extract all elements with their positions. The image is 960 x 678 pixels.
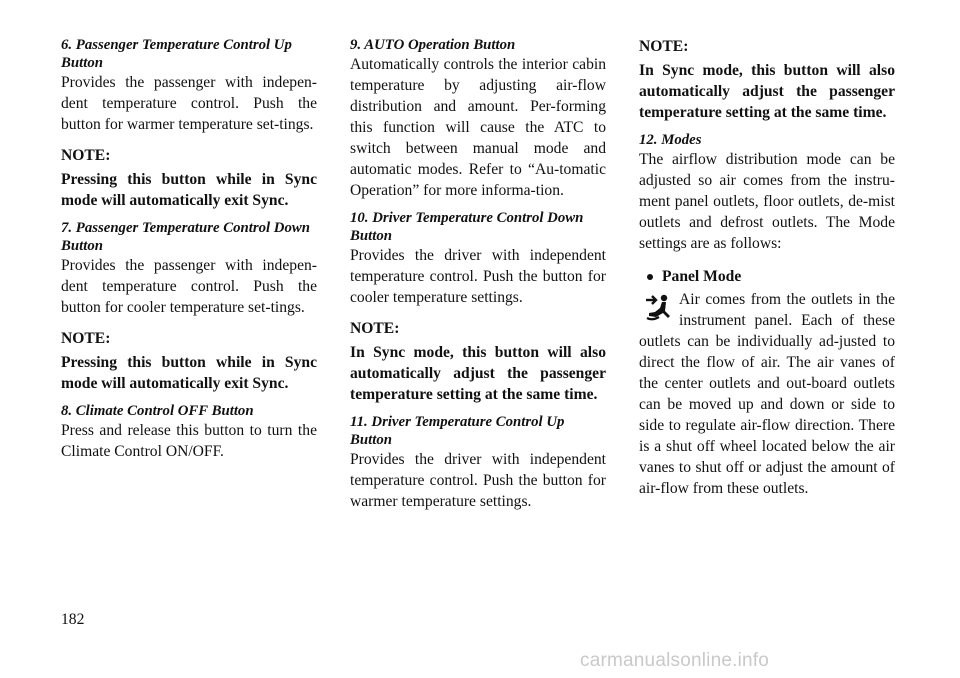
section-11-title: 11. Driver Temperature Control Up Button bbox=[350, 414, 565, 448]
column-middle bbox=[350, 36, 606, 512]
section-9-title: 9. AUTO Operation Button bbox=[350, 37, 516, 53]
note-text: In Sync mode, this button will also automatically adjust the passenger temperature setting at the same time. bbox=[639, 62, 895, 121]
note-label: NOTE: bbox=[61, 147, 111, 164]
section-11-body: Provides the driver with independent temperature control. Push the button for warmer temperature settings. bbox=[350, 451, 606, 510]
note-text: Pressing this button while in Sync mode will automatically exit Sync. bbox=[61, 354, 317, 392]
panel-mode-icon bbox=[643, 291, 673, 331]
section-8-title: 8. Climate Control OFF Button bbox=[61, 403, 254, 419]
note-label: NOTE: bbox=[350, 320, 400, 337]
column-right bbox=[639, 36, 895, 499]
note-label: NOTE: bbox=[639, 38, 689, 55]
section-7-title: 7. Passenger Temperature Control Down Button bbox=[61, 220, 310, 254]
note-text: In Sync mode, this button will also automatically adjust the passenger temperature setting at the same time. bbox=[350, 344, 606, 403]
note-text: Pressing this button while in Sync mode will automatically exit Sync. bbox=[61, 171, 317, 209]
watermark: carmanualsonline.info bbox=[580, 650, 770, 671]
section-12-body: The airflow distribution mode can be adjusted so air comes from the instru-ment panel outlets, floor outlets, de-mist outlets and defrost outlets. The Mode settings are as follows: bbox=[639, 151, 895, 252]
note-label: NOTE: bbox=[61, 330, 111, 347]
section-8-body: Press and release this button to turn the Climate Control ON/OFF. bbox=[61, 422, 317, 460]
panel-mode-label: Panel Mode bbox=[662, 268, 742, 285]
section-6-body: Provides the passenger with indepen-dent temperature control. Push the button for warmer temperature set-tings. bbox=[61, 74, 317, 133]
page-number: 182 bbox=[61, 611, 85, 628]
column-left bbox=[61, 36, 317, 462]
bullet-dot bbox=[647, 274, 653, 280]
section-9-body: Automatically controls the interior cabin temperature by adjusting air-flow distribution and amount. Per-forming this function will cause the ATC to switch between manual mode and automatic modes. Refer to “Au-tomatic Operation” for more informa-tion. bbox=[350, 56, 606, 199]
panel-mode-description: Air comes from the outlets in the instrument panel. Each of these outlets can be individually ad-justed to direct the flow of air. The air vanes of the center outlets and out-board outlets can be moved up and down or side to side to regulate air-flow direction. There is a shut off wheel located below the air vanes to shut off or adjust the amount of air-flow from these outlets. bbox=[639, 291, 895, 497]
section-7-body: Provides the passenger with indepen-dent temperature control. Push the button for cooler temperature set-tings. bbox=[61, 257, 317, 316]
section-10-body: Provides the driver with independent temperature control. Push the button for cooler temperature settings. bbox=[350, 247, 606, 306]
section-10-title: 10. Driver Temperature Control Down Button bbox=[350, 210, 584, 244]
section-6-title: 6. Passenger Temperature Control Up Button bbox=[61, 37, 292, 71]
section-12-title: 12. Modes bbox=[639, 132, 702, 148]
panel-mode-bullet bbox=[639, 266, 895, 287]
